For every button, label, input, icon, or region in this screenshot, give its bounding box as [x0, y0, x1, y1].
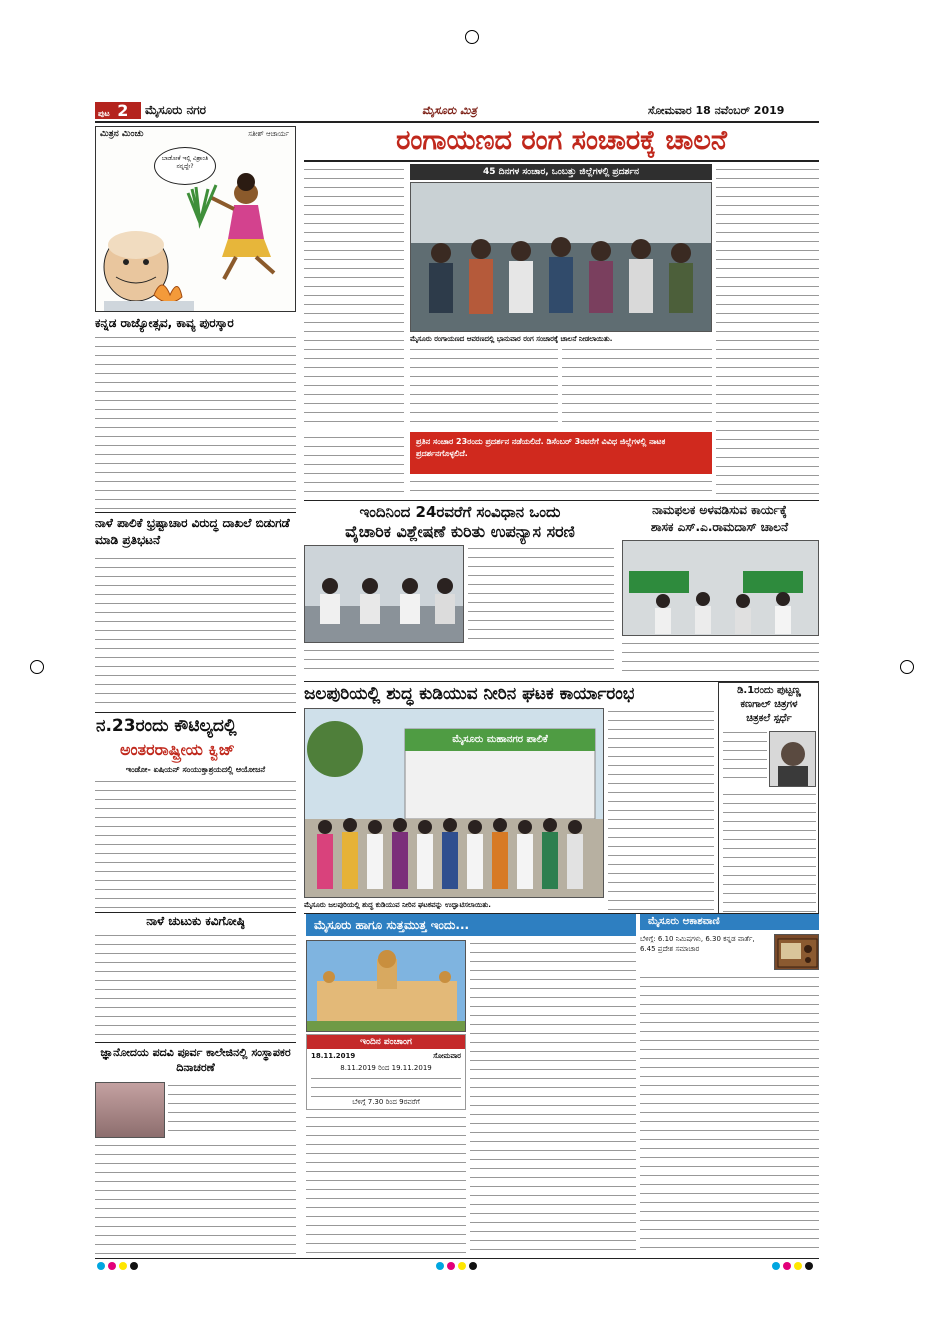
palace-illustration — [307, 941, 466, 1032]
drawing-box — [718, 682, 819, 918]
water-caption: ಮೈಸೂರು ಜಲಪುರಿಯಲ್ಲಿ ಶುದ್ಧ ಕುಡಿಯುವ ನೀರಿನ ಘಟಕವನ್ನು ಉದ್ಘಾಟಿಸಲಾಯಿತು. — [304, 901, 491, 909]
main-bottom-1 — [304, 434, 404, 496]
events-headline: ಮೈಸೂರು ಹಾಗೂ ಸುತ್ತಮುತ್ತ ಇಂದು... — [306, 914, 636, 936]
drawing-body-2 — [723, 791, 816, 915]
rajyotsava-body — [95, 334, 296, 510]
water-headline: ಜಲಪುರಿಯಲ್ಲಿ ಶುದ್ಧ ಕುಡಿಯುವ ನೀರಿನ ಘಟಕ ಕಾರ್ಯಾರಂಭ — [304, 684, 635, 704]
main-col-1 — [304, 166, 404, 430]
water-body — [608, 708, 714, 918]
panchanga-time: ಬೆಳಿಗ್ಗೆ 7.30 ರಿಂದ 9ರವರೆಗೆ — [352, 1098, 420, 1106]
cartoon-credit: ಸತೀಶ್ ಆಚಾರ್ಯ — [248, 130, 289, 138]
registration-marks-left — [97, 1262, 157, 1272]
panel-illustration — [305, 546, 464, 643]
nameplate-photo — [622, 540, 819, 636]
rule-5 — [304, 500, 819, 501]
main-col-2 — [410, 346, 558, 430]
constitution-photo — [304, 545, 464, 643]
nameplate-illustration — [623, 541, 819, 636]
main-rule — [304, 160, 819, 162]
rule-2 — [95, 712, 296, 713]
quiz-subhead: ಇಂಡೋ- ಏಷಿಯನ್ ಸಂಯುಕ್ತಾಶ್ರಯದಲ್ಲಿ ಆಯೋಜನೆ — [125, 765, 266, 774]
panchanga-title: ಇಂದಿನ ಪಂಚಾಂಗ — [307, 1035, 465, 1049]
radio-illustration — [774, 934, 819, 970]
akashvani-title: ಮೈಸೂರು ಆಕಾಶವಾಣಿ — [640, 914, 819, 930]
water-board: ಮೈಸೂರು ಮಹಾನಗರ ಪಾಲಿಕೆ — [452, 734, 548, 745]
main-caption: ಮೈಸೂರು ರಂಗಾಯಣದ ಆವರಣದಲ್ಲಿ ಭಾನುವಾರ ರಂಗ ಸಂಚಾರಕ್ಕೆ ಚಾಲನೆ ನೀಡಲಾಯಿತು. — [410, 335, 613, 343]
constitution-body-2 — [304, 647, 614, 677]
main-headline: ರಂಗಾಯಣದ ರಂಗ ಸಂಚಾರಕ್ಕೆ ಚಾಲನೆ — [396, 125, 727, 156]
crowd-illustration — [411, 183, 712, 332]
akashvani-body — [640, 974, 819, 1254]
portrait-illustration — [770, 732, 816, 787]
college-photo — [95, 1082, 165, 1138]
panchanga-range: 8.11.2019 ರಿಂದ 19.11.2019 — [340, 1064, 432, 1072]
drawing-headline-1: ಡಿ.1ರಂದು ಪುಟ್ಟಣ್ಣ — [737, 685, 801, 696]
palike-body — [95, 555, 296, 710]
rule-4 — [95, 1042, 296, 1043]
page-number-box — [95, 102, 141, 119]
masthead-rule — [95, 121, 819, 123]
rule-3 — [95, 912, 296, 913]
section-name: ಮೈಸೂರು ನಗರ — [145, 103, 207, 117]
main-subhead: 45 ದಿನಗಳ ಸಂಚಾರ, ಒಂಬತ್ತು ಜಿಲ್ಲೆಗಳಲ್ಲಿ ಪ್ರದರ್ಶನ — [410, 164, 712, 180]
college-headline: ಜ್ಞಾನೋದಯ ಪದವಿ ಪೂರ್ವ ಕಾಲೇಜಿನಲ್ಲಿ ಸಂಸ್ಥಾಪಕರ ದಿನಾಚರಣೆ — [100, 1046, 291, 1074]
water-photo — [304, 708, 604, 898]
panchanga-day: ಸೋಮವಾರ — [433, 1052, 461, 1060]
schedule-box — [410, 432, 712, 474]
bubble-text: ಬಾಡೋಕೆ ಇಲ್ಲಿ ವಿಶ್ರಾಂತಿ ನನ್ನದ್ದೇ? — [161, 155, 209, 170]
main-photo — [410, 182, 712, 332]
issue-date: ಸೋಮವಾರ 18 ನವೆಂಬರ್ 2019 — [648, 104, 785, 117]
main-col-4 — [716, 166, 819, 496]
drawing-headline-2: ಕಣಗಾಲ್ ಚಿತ್ರಗಳ — [740, 699, 798, 710]
rajyotsava-headline: ಕನ್ನಡ ರಾಜ್ಯೋತ್ಸವ, ಕಾವ್ಯ ಪುರಸ್ಕಾರ — [95, 316, 234, 330]
registration-mark-left — [30, 660, 44, 674]
registration-marks-right — [772, 1262, 832, 1272]
rule-1 — [95, 512, 296, 513]
quiz-headline-2: ಅಂತರರಾಷ್ಟ್ರೀಯ ಕ್ವಿಜ್ — [120, 740, 235, 759]
cartoon-panel — [95, 126, 296, 312]
quiz-body — [95, 778, 296, 908]
panchanga-box — [306, 1034, 466, 1110]
paper-name: ಮೈಸೂರು ಮಿತ್ರ — [422, 104, 477, 117]
panchanga-body — [311, 1075, 461, 1097]
akashvani-first: ಬೆಳಿಗ್ಗೆ: 6.10 ನಿಮಿಷಗಳು, 6.30 ಕನ್ನಡ ವಾರ್ತೆ, 6.45 ಪ್ರದೇಶ ಸಮಾಚಾರ — [640, 935, 755, 953]
college-body-2 — [95, 1142, 296, 1254]
page-label: ಪುಟ — [98, 109, 110, 118]
events-col-2 — [470, 940, 636, 1254]
quiz-headline-1: ನ.23ರಂದು ಕೌಟಿಲ್ಯದಲ್ಲಿ — [96, 716, 237, 736]
registration-marks-center — [436, 1262, 496, 1272]
cartoon-illustration — [96, 127, 297, 313]
palace-photo — [306, 940, 466, 1032]
palike-headline: ನಾಳೆ ಪಾಲಿಕೆ ಭ್ರಷ್ಟಾಚಾರ ವಿರುದ್ಧ ದಾಖಲೆ ಬಿಡುಗಡೆ ಮಾಡಿ ಪ್ರತಿಭಟನೆ — [95, 516, 290, 547]
constitution-headline-2: ವೈಚಾರಿಕ ವಿಶ್ಲೇಷಣೆ ಕುರಿತು ಉಪನ್ಯಾಸ ಸರಣಿ — [345, 522, 575, 541]
chutuku-headline: ನಾಳೆ ಚುಟುಕು ಕವಿಗೋಷ್ಠಿ — [146, 914, 245, 928]
constitution-body-1 — [468, 545, 614, 643]
bottom-rule — [95, 1258, 819, 1259]
drawing-body-1 — [723, 729, 767, 779]
panchanga-date: 18.11.2019 — [311, 1052, 356, 1060]
drawing-headline-3: ಚಿತ್ರಕಲೆ ಸ್ಪರ್ಧೆ — [746, 713, 792, 724]
nameplate-headline-2: ಶಾಸಕ ಎಸ್.ಎ.ರಾಮದಾಸ್ ಚಾಲನೆ — [650, 520, 789, 534]
cartoon-title: ಮಿತ್ರನ ಮಿಂಚು — [100, 129, 144, 139]
registration-mark-right — [900, 660, 914, 674]
radio-icon — [775, 935, 819, 970]
main-bottom-2 — [410, 478, 712, 496]
college-body — [168, 1082, 296, 1138]
portrait — [769, 731, 816, 787]
registration-mark-top — [465, 30, 479, 44]
constitution-headline-1: ಇಂದಿನಿಂದ 24ರವರೆಗೆ ಸಂವಿಧಾನ ಒಂದು — [359, 503, 561, 521]
events-col-1 — [306, 1114, 466, 1254]
main-col-3 — [562, 346, 712, 430]
nameplate-body — [622, 640, 819, 678]
page-number: 2 — [117, 101, 129, 120]
nameplate-headline-1: ನಾಮಫಲಕ ಅಳವಡಿಸುವ ಕಾರ್ಯಕ್ಕೆ — [652, 503, 787, 517]
chutuku-body — [95, 932, 296, 1040]
schedule-text: ಪ್ರತಿನ ಸಂಚಾರ 23ರಂದು ಪ್ರದರ್ಶನ ನಡೆಯಲಿದೆ. ಡಿಸೆಂಬರ್ 3ರವರೆಗೆ ವಿವಿಧ ಜಿಲ್ಲೆಗಳಲ್ಲಿ ನಾಟಕ ಪ್ರದರ್ಶನಗೊಳ್ಳಲಿದೆ. — [416, 437, 666, 458]
